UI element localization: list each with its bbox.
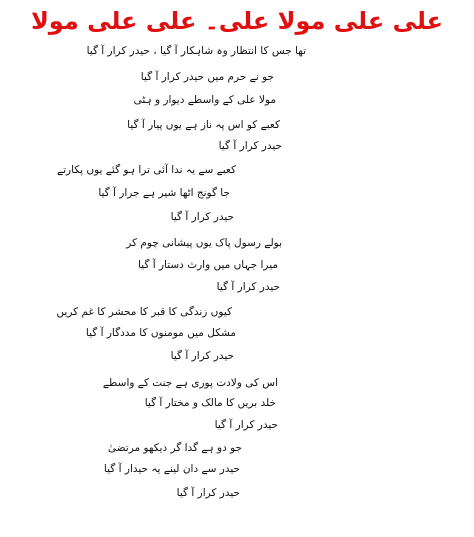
poem-line: مشکل میں مومنوں کا مددگار آ گیا [85, 327, 236, 339]
poem-line: تھا جس کا انتظار وہ شاہکار آ گیا ، حیدر کرار آ گیا [86, 45, 306, 57]
poem-line: جو نے حرم میں حیدر کرار آ گیا [140, 71, 274, 83]
poem-line: حیدر کرار آ گیا [218, 140, 282, 152]
poem-line: حیدر کرار آ گیا [216, 281, 280, 293]
poem-line: حیدر کرار آ گیا [170, 211, 234, 223]
poem-line: حیدر کرار آ گیا [214, 419, 278, 431]
poem-line: کیوں زندگی کا قبر کا محشر کا غم کریں [56, 306, 232, 318]
poem-line: خلد بریں کا مالک و مختار آ گیا [144, 397, 276, 409]
poem-line: بولے رسول پاک یوں پیشانی چوم کر [126, 237, 282, 249]
poem-line: اس کی ولادت پوری ہے جنت کے واسطے [102, 377, 278, 389]
poem-line: حیدر سے دان لینے یہ حیدار آ گیا [103, 463, 240, 475]
poem-line: جا گونج اٹھا شیر ہے جرار آ گیا [98, 187, 230, 199]
poem-title: علی علی مولا علی۔ علی علی مولا [30, 7, 444, 35]
poem-line: جو دو ہے گدا گر دیکھو مرتضیٰ [107, 442, 242, 454]
poem-line: میرا جہاں میں وارث دستار آ گیا [137, 259, 278, 271]
poem-line: حیدر کرار آ گیا [176, 487, 240, 499]
poem-line: کعبے کو اس پہ ناز ہے یوں پیار آ گیا [127, 119, 280, 131]
poem-line: حیدر کرار آ گیا [170, 350, 234, 362]
poem-line: کعبے سے یہ ندا آئی ترا ہو گئے یوں پکارتے [56, 164, 236, 176]
poem-line: مولا علی کے واسطے دیوار و ہٹی [133, 94, 276, 106]
